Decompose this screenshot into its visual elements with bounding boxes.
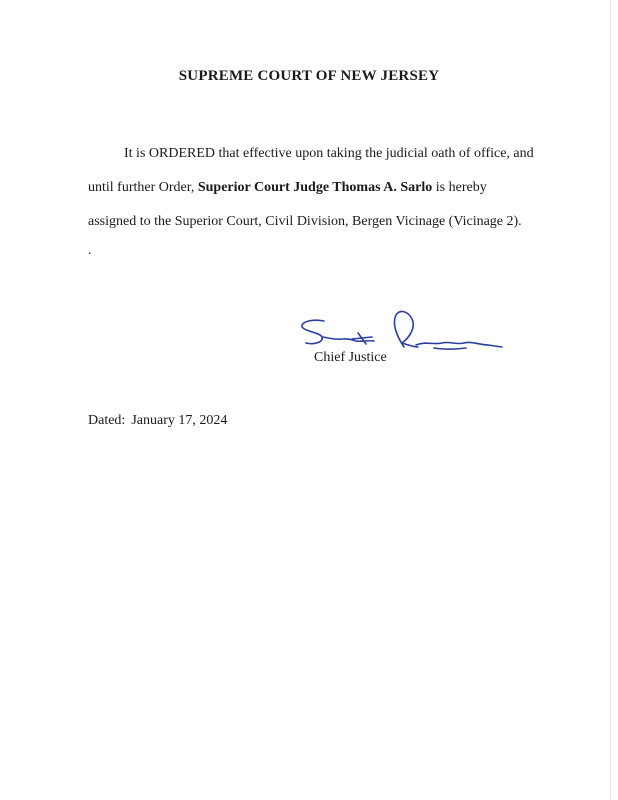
order-line-2-suffix: is hereby: [432, 180, 487, 195]
judge-name: Superior Court Judge Thomas A. Sarlo: [197, 180, 433, 195]
signature-stroke-t: [352, 333, 372, 344]
signature-strokes: [302, 312, 502, 350]
dated-value: January 17, 2024: [131, 413, 228, 428]
order-paragraph-line-2: [88, 171, 558, 205]
court-title: SUPREME COURT OF NEW JERSEY: [178, 68, 440, 84]
dated-label: Dated:: [88, 413, 126, 428]
signature-stroke-tail: [434, 348, 466, 349]
signer-title: Chief Justice: [314, 350, 387, 365]
order-paragraph-line-1: It is ORDERED that effective upon taking the judicial oath of office, and: [124, 146, 534, 161]
page-edge-line: [610, 0, 611, 800]
dated-line: [88, 413, 227, 429]
order-line-2-prefix: until further Order,: [88, 180, 198, 195]
stray-mark: .: [88, 243, 92, 258]
signature-stroke-s: [302, 320, 324, 343]
signature-stroke-last: [416, 342, 502, 347]
signature-stroke-loop: [394, 312, 418, 347]
order-paragraph-line-3: assigned to the Superior Court, Civil Division, Bergen Vicinage (Vicinage 2).: [88, 214, 522, 229]
